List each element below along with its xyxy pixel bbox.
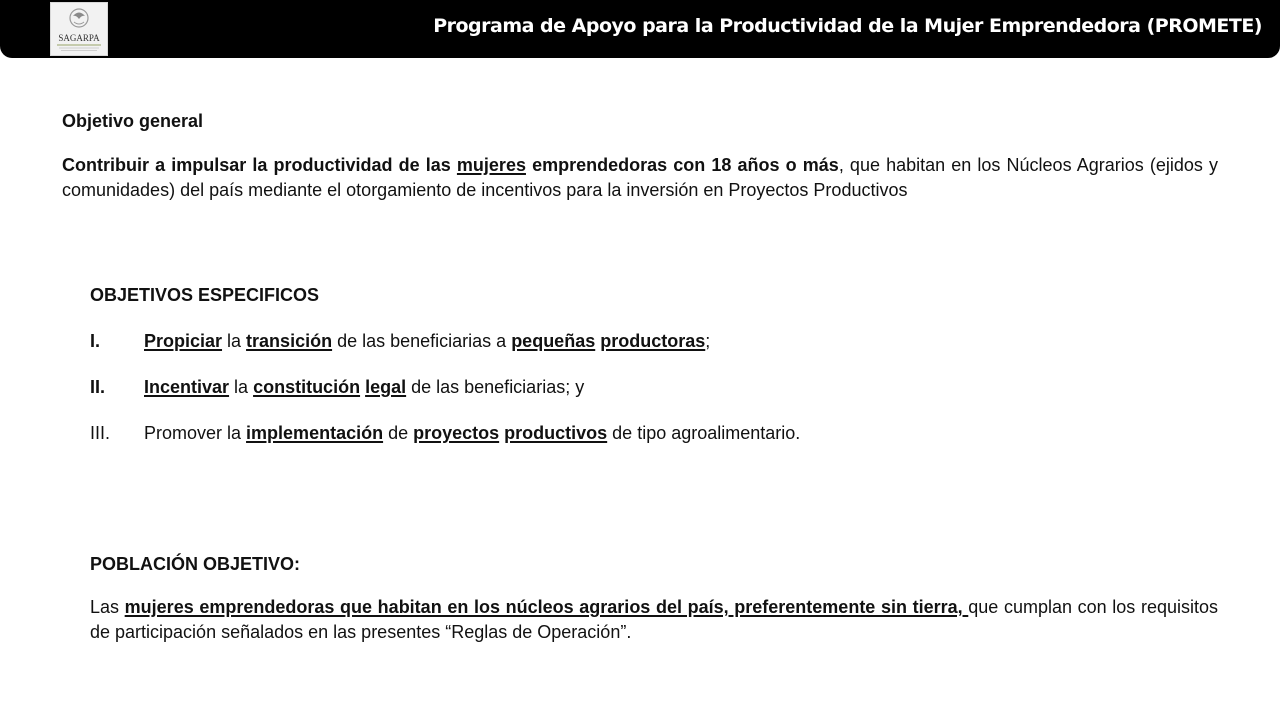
keyword-propiciar: Propiciar bbox=[144, 331, 223, 351]
list-item-number: II. bbox=[90, 377, 106, 397]
objetivo-general-paragraph bbox=[62, 153, 1218, 203]
poblacion-objetivo-paragraph bbox=[90, 595, 1218, 645]
title-bar bbox=[0, 0, 1280, 58]
eagle-emblem-icon bbox=[51, 3, 107, 55]
keyword-legal: legal bbox=[365, 377, 407, 397]
text-segment: la bbox=[229, 377, 254, 397]
objetivos-especificos-list bbox=[90, 330, 1220, 468]
keyword-proyectos: proyectos bbox=[413, 423, 500, 443]
text-segment: de bbox=[383, 423, 414, 443]
keyword-implementacion: implementación bbox=[246, 423, 384, 443]
keyword-productoras: productoras bbox=[600, 331, 706, 351]
poblacion-objetivo-heading: POBLACIÓN OBJETIVO: bbox=[90, 554, 301, 574]
keyword-transicion: transición bbox=[246, 331, 333, 351]
text-segment: ; bbox=[705, 331, 711, 351]
list-item-text bbox=[144, 330, 710, 352]
list-item bbox=[90, 330, 1220, 376]
poblacion-lead: Las bbox=[90, 597, 125, 617]
keyword-constitucion: constitución bbox=[253, 377, 361, 397]
presentation-title: Programa de Apoyo para la Productividad de la Mujer Emprendedora (PROMETE) bbox=[433, 15, 1262, 37]
list-item-text bbox=[144, 376, 584, 398]
poblacion-rest: que cumplan con los requisitos de participación señalados en las presentes “Reglas de Operación”. bbox=[90, 597, 1218, 642]
list-item-number: I. bbox=[90, 331, 101, 351]
keyword-pequenas: pequeñas bbox=[511, 331, 596, 351]
keyword-incentivar: Incentivar bbox=[144, 377, 230, 397]
poblacion-emphasis: mujeres emprendedoras que habitan en los núcleos agrarios del país, preferentemente sin tierra, bbox=[124, 597, 969, 617]
list-item-number: III. bbox=[90, 423, 111, 443]
text-segment: de las beneficiarias a bbox=[332, 331, 512, 351]
list-item bbox=[90, 376, 1220, 422]
keyword-productivos: productivos bbox=[504, 423, 608, 443]
logo-wordmark: SAGARPA bbox=[58, 33, 100, 43]
text-segment: de tipo agroalimentario. bbox=[607, 423, 801, 443]
objetivo-general-heading: Objetivo general bbox=[62, 111, 204, 131]
list-item bbox=[90, 422, 1220, 468]
text-segment: Promover la bbox=[144, 423, 247, 443]
objetivo-general-rest: , que habitan en los Núcleos Agrarios (ejidos y comunidades) del país mediante el otorgamiento de incentivos para la inversión en Proyectos Productivos bbox=[62, 155, 1218, 200]
list-item-text bbox=[144, 422, 800, 444]
objetivo-general-lead: Contribuir a impulsar la productividad de las bbox=[62, 155, 457, 175]
text-segment: de las beneficiarias; y bbox=[406, 377, 585, 397]
sagarpa-logo bbox=[50, 2, 108, 56]
objetivo-general-mujeres: mujeres bbox=[456, 155, 526, 175]
objetivo-general-emphasis: emprendedoras con 18 años o más bbox=[525, 155, 839, 175]
objetivos-especificos-heading: OBJETIVOS ESPECIFICOS bbox=[90, 285, 320, 305]
text-segment: la bbox=[222, 331, 247, 351]
